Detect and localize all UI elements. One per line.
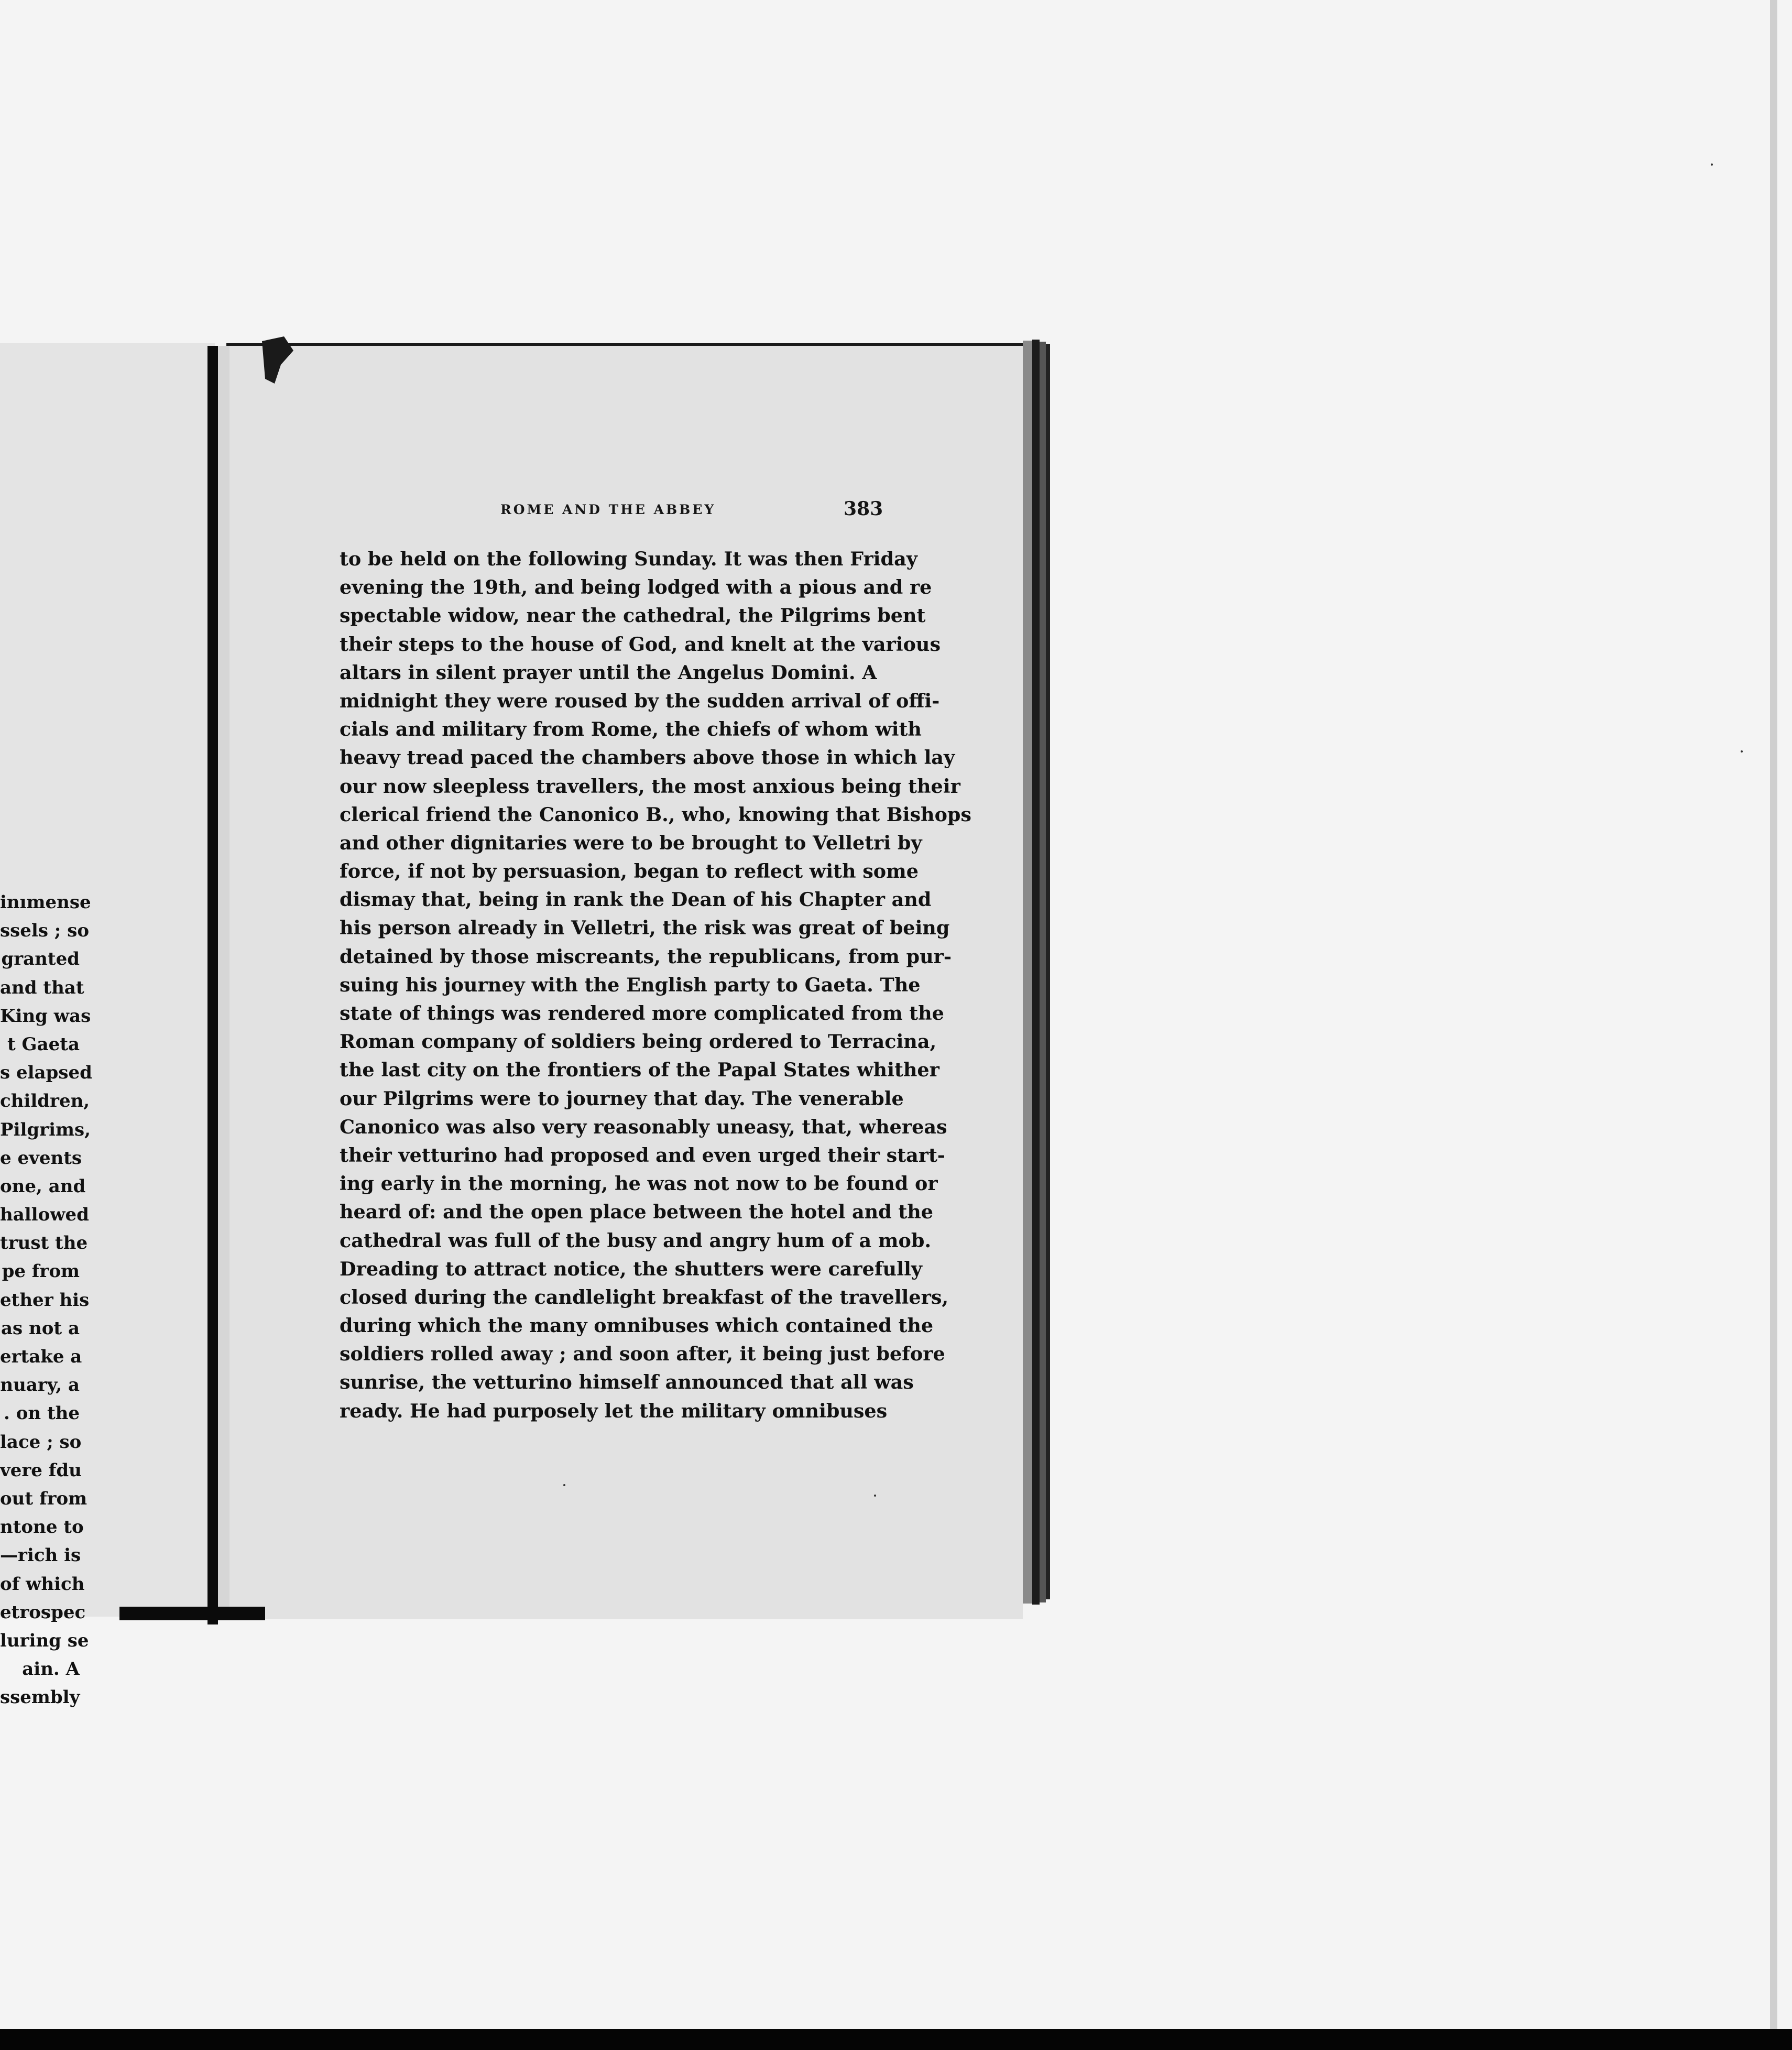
text-line: his person already in Velletri, the risk was great of being <box>340 917 950 940</box>
left-line: Pilgrims, <box>0 1119 91 1140</box>
text-line: suing his journey with the English party to Gaeta. The <box>340 973 921 996</box>
text-line: Roman company of soldiers being ordered to Terracina, <box>340 1030 937 1053</box>
left-line: t Gaeta <box>7 1033 80 1055</box>
scan-speck <box>874 1495 876 1497</box>
page-gutter <box>218 346 230 1619</box>
text-line: soldiers rolled away ; and soon after, it being just before <box>340 1343 945 1366</box>
page-edge <box>1046 344 1050 1599</box>
running-head: ROME AND THE ABBEY <box>500 502 716 517</box>
text-line: sunrise, the vetturino himself announced that all was <box>340 1371 914 1394</box>
left-line: inımense <box>0 892 91 913</box>
left-line: luring se <box>0 1630 89 1651</box>
text-line: altars in silent prayer until the Angelus Domini. A <box>340 661 877 684</box>
text-line: to be held on the following Sunday. It was then Friday <box>340 548 917 570</box>
left-line: out from <box>0 1488 88 1509</box>
left-line: one, and <box>0 1175 86 1197</box>
text-line: detained by those miscreants, the republicans, from pur- <box>340 945 952 968</box>
page-edge <box>1032 340 1040 1605</box>
scan-speck <box>1711 163 1713 166</box>
left-line: ntone to <box>0 1517 84 1538</box>
text-line: ing early in the morning, he was not now to be found or <box>340 1172 938 1195</box>
text-line: cials and military from Rome, the chiefs of whom with <box>340 718 922 741</box>
left-line: e events <box>0 1147 82 1169</box>
text-line: Canonico was also very reasonably uneasy, that, whereas <box>340 1115 947 1138</box>
left-line: and that <box>0 977 84 998</box>
left-line: ertake a <box>0 1346 82 1367</box>
text-line: dismay that, being in rank the Dean of his Chapter and <box>340 888 932 911</box>
left-line: hallowed <box>0 1204 89 1226</box>
left-line: lace ; so <box>0 1431 82 1453</box>
text-line: force, if not by persuasion, began to reflect with some <box>340 860 919 883</box>
page-edge <box>1023 341 1032 1604</box>
left-line: etrospec <box>0 1601 86 1623</box>
left-line: of which <box>0 1573 85 1595</box>
text-line: and other dignitaries were to be brought to Velletri by <box>340 831 922 854</box>
body-text <box>340 545 971 1425</box>
scan-frame-edge <box>1770 0 1777 2033</box>
text-line: heard of: and the open place between the hotel and the <box>340 1201 933 1224</box>
left-line: ssels ; so <box>0 920 90 942</box>
left-line: ether his <box>0 1289 90 1311</box>
left-line: trust the <box>0 1233 88 1254</box>
text-line: Dreading to attract notice, the shutters were carefully <box>340 1257 923 1280</box>
left-page <box>0 343 215 1708</box>
scan-speck <box>563 1484 565 1486</box>
text-line: spectable widow, near the cathedral, the Pilgrims bent <box>340 604 926 627</box>
left-line: nuary, a <box>0 1375 80 1396</box>
scan-bottom-border <box>0 2029 1792 2050</box>
text-line: our now sleepless travellers, the most anxious being their <box>340 775 960 798</box>
page-number: 383 <box>844 498 883 520</box>
scan-speck <box>1741 750 1743 753</box>
left-page-text <box>0 888 92 1711</box>
left-line: vere fdu <box>0 1459 82 1481</box>
text-line: clerical friend the Canonico B., who, knowing that Bishops <box>340 803 971 826</box>
left-line: s elapsed <box>0 1062 92 1084</box>
text-line: evening the 19th, and being lodged with a pious and re <box>340 576 932 599</box>
text-line: during which the many omnibuses which contained the <box>340 1314 934 1337</box>
text-line: cathedral was full of the busy and angry hum of a mob. <box>340 1229 932 1252</box>
left-line: ain. A <box>22 1659 80 1680</box>
left-line: —rich is <box>0 1545 81 1566</box>
text-line: their steps to the house of God, and knelt at the various <box>340 633 941 656</box>
text-line: our Pilgrims were to journey that day. The venerable <box>340 1087 904 1110</box>
left-line: as not a <box>1 1317 80 1339</box>
text-line: midnight they were roused by the sudden arrival of offi- <box>340 689 940 712</box>
text-line: state of things was rendered more complicated from the <box>340 1002 944 1024</box>
page-edge <box>1040 342 1046 1602</box>
spine-foot <box>119 1607 265 1620</box>
left-line: children, <box>0 1091 90 1112</box>
left-line: King was <box>0 1005 91 1027</box>
text-line: their vetturino had proposed and even urged their start- <box>340 1143 945 1166</box>
left-line: granted <box>1 948 80 970</box>
left-line: . on the <box>4 1403 80 1424</box>
book-spine <box>207 346 218 1624</box>
text-line: heavy tread paced the chambers above those in which lay <box>340 746 955 769</box>
text-line: closed during the candlelight breakfast of the travellers, <box>340 1285 949 1308</box>
text-line: the last city on the frontiers of the Papal States whither <box>340 1059 939 1082</box>
text-line: ready. He had purposely let the military omnibuses <box>340 1399 888 1422</box>
left-line: ssembly <box>0 1687 80 1708</box>
left-line: pe from <box>2 1261 80 1282</box>
